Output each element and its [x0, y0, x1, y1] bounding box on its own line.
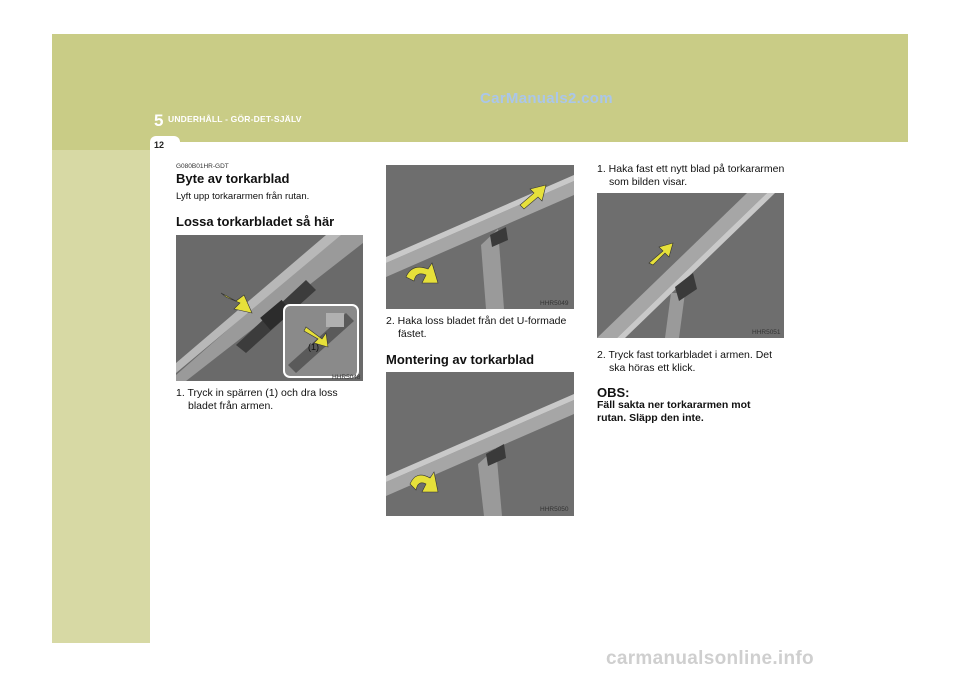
subsection-title-remove: Lossa torkarbladet så här — [176, 214, 335, 229]
watermark-bottom[interactable]: carmanualsonline.info — [606, 648, 814, 669]
col3-step2-line2: ska höras ett klick. — [609, 362, 696, 374]
figure-label-5049: HHR5049 — [540, 300, 569, 307]
note-heading: OBS: — [597, 385, 630, 400]
col3-step2 — [597, 349, 772, 375]
col3-step1 — [597, 163, 784, 189]
note-body — [597, 399, 750, 425]
intro-text: Lyft upp torkararmen från rutan. — [176, 191, 310, 202]
section-code: G080B01HR-GDT — [176, 163, 229, 170]
note-line1: Fäll sakta ner torkararmen mot — [597, 399, 751, 411]
figure-remove-latch — [176, 235, 363, 381]
col3-step1-line1: 1. Haka fast ett nytt blad på torkararmen — [597, 163, 785, 175]
col3-step1-line2: som bilden visar. — [609, 176, 688, 188]
figure-install-blade — [386, 372, 574, 516]
chapter-title: UNDERHÅLL - GÖR-DET-SJÄLV — [168, 114, 302, 124]
chapter-number: 5 — [154, 111, 164, 130]
figure-hook-new-blade — [597, 193, 784, 338]
figure-label-5051: HHR5051 — [752, 329, 781, 336]
subsection-title-install: Montering av torkarblad — [386, 352, 535, 367]
col2-step2 — [386, 315, 566, 341]
col1-step1 — [176, 387, 338, 413]
watermark-top[interactable]: CarManuals2.com — [480, 90, 613, 107]
figure-label-5048: HHR5048 — [332, 374, 361, 381]
col1-step1-line2: bladet från armen. — [188, 400, 274, 412]
col3-step2-line1: 2. Tryck fast torkarbladet i armen. Det — [597, 349, 773, 361]
col2-step2-line1: 2. Haka loss bladet från det U-formade — [386, 315, 567, 327]
section-title: Byte av torkarblad — [176, 171, 290, 186]
callout-number: (1) — [308, 342, 319, 352]
page-number: 12 — [154, 140, 165, 150]
figure-label-5050: HHR5050 — [540, 506, 569, 513]
col1-step1-line1: 1. Tryck in spärren (1) och dra loss — [176, 387, 338, 399]
note-line2: rutan. Släpp den inte. — [597, 412, 704, 424]
figure-unhook-blade — [386, 165, 574, 309]
col2-step2-line2: fästet. — [398, 328, 427, 340]
